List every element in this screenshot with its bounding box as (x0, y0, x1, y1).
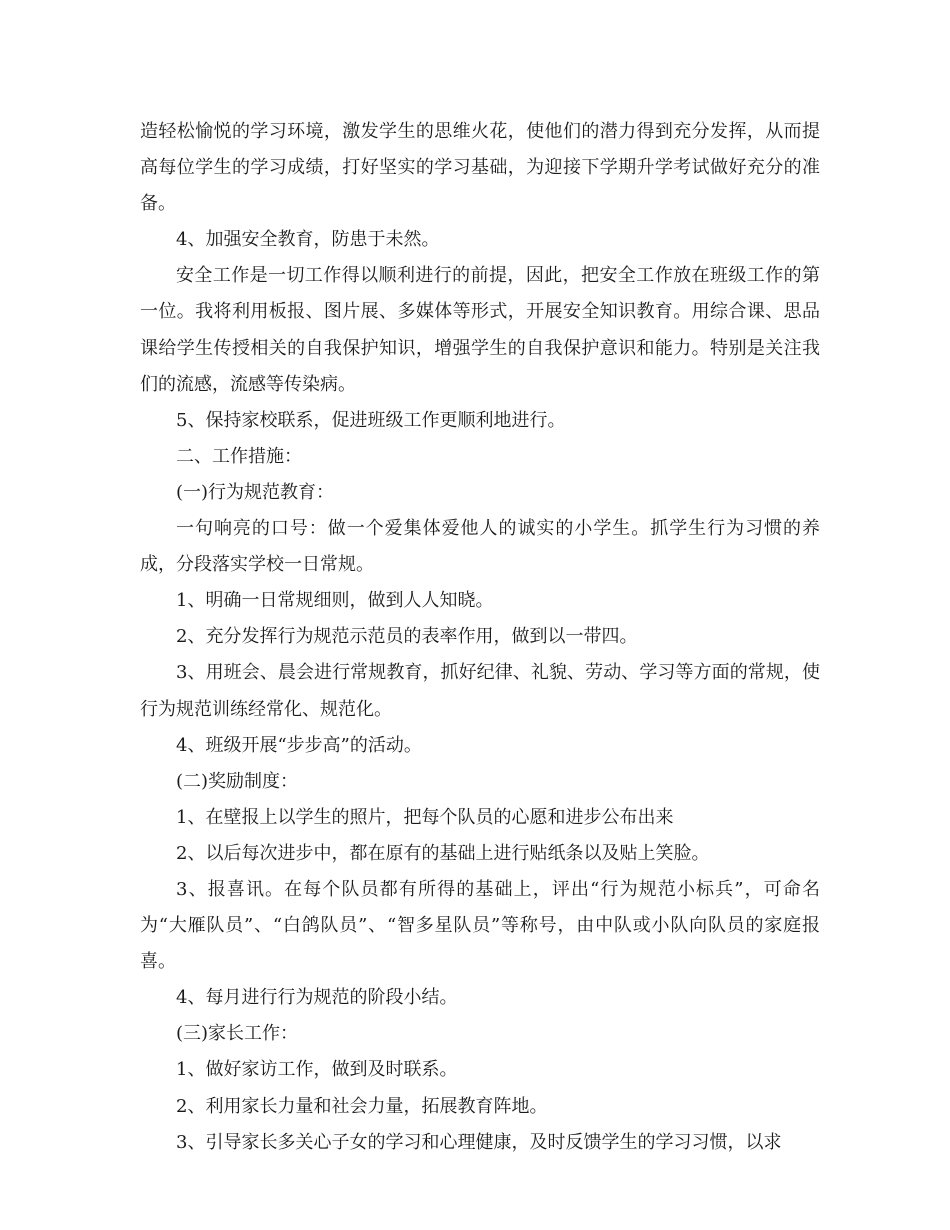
document-body (140, 114, 820, 1161)
list-item: 1、明确一日常规细则，做到人人知晓。 (176, 590, 494, 612)
list-item: 2、充分发挥行为规范示范员的表率作用，做到以一带四。 (176, 626, 638, 648)
list-item: 1、做好家访工作，做到及时联系。 (176, 1059, 458, 1081)
subsection-heading: (二)奖励制度： (176, 770, 299, 792)
list-item: 3、报喜讯。在每个队员都有所得的基础上，评出“行为规范小标兵”，可命名为“大雁队员”、“白鸽队员”、“智多星队员”等称号，由中队或小队向队员的家庭报喜。 (140, 878, 820, 973)
subsection-heading: (一)行为规范教育： (176, 481, 335, 503)
list-item: 2、以后每次进步中，都在原有的基础上进行贴纸条以及贴上笑脸。 (176, 842, 710, 864)
list-item: 2、利用家长力量和社会力量，拓展教育阵地。 (176, 1095, 548, 1117)
subsection-heading: (三)家长工作： (176, 1023, 299, 1045)
list-item: 3、引导家长多关心子女的学习和心理健康，及时反馈学生的学习习惯，以求 (176, 1131, 782, 1153)
list-item: 4、班级开展“步步高”的活动。 (176, 734, 422, 756)
paragraph: 造轻松愉悦的学习环境，激发学生的思维火花，使他们的潜力得到充分发挥，从而提高每位学生的学习成绩，打好坚实的学习基础，为迎接下学期升学考试做好充分的准备。 (140, 121, 820, 215)
list-item: 3、用班会、晨会进行常规教育，抓好纪律、礼貌、劳动、学习等方面的常规，使行为规范训练经常化、规范化。 (140, 662, 820, 720)
list-item: 4、每月进行行为规范的阶段小结。 (176, 987, 458, 1009)
paragraph: 4、加强安全教育，防患于未然。 (176, 229, 440, 251)
section-heading: 二、工作措施： (176, 445, 302, 467)
list-item: 1、在壁报上以学生的照片，把每个队员的心愿和进步公布出来 (176, 806, 674, 828)
paragraph: 5、保持家校联系，促进班级工作更顺利地进行。 (176, 409, 566, 431)
paragraph: 安全工作是一切工作得以顺利进行的前提，因此，把安全工作放在班级工作的第一位。我将利用板报、图片展、多媒体等形式，开展安全知识教育。用综合课、思品课给学生传授相关的自我保护知识，增强学生的自我保护意识和能力。特别是关注我们的流感，流感等传染病。 (140, 265, 820, 395)
paragraph: 一句响亮的口号：做一个爱集体爱他人的诚实的小学生。抓学生行为习惯的养成，分段落实学校一日常规。 (140, 518, 820, 576)
